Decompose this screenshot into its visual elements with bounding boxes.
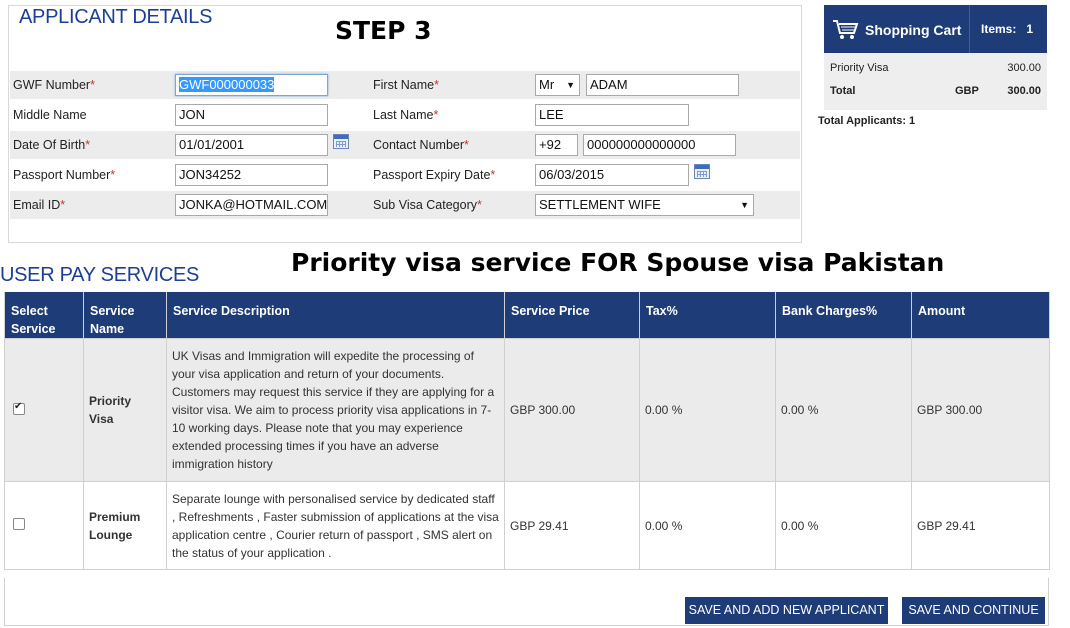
cart-icon — [832, 19, 860, 41]
service-description: UK Visas and Immigration will expedite the processing of your visa application and return of your documents. Customers may request this service if they are applying for a visitor visa. We aim to process priority visa applications in 7-10 working days. Please note that you may experience extended processing times if you have an adverse immigration history — [167, 339, 505, 482]
form-row-gwf — [10, 71, 800, 99]
gwf-number-input[interactable]: GWF000000033 — [175, 74, 328, 96]
services-table — [4, 292, 1050, 570]
table-header-row — [5, 292, 1050, 339]
service-name: Priority Visa — [84, 339, 167, 482]
services-footer — [4, 578, 1049, 626]
premium-lounge-checkbox[interactable] — [13, 518, 25, 530]
cart-divider — [969, 5, 970, 53]
dob-input[interactable]: 01/01/2001 — [175, 134, 328, 156]
priority-visa-checkbox[interactable] — [13, 403, 25, 415]
cart-total-label: Total — [830, 85, 856, 97]
calendar-icon[interactable] — [694, 164, 710, 179]
contact-number-label: Contact Number* — [373, 138, 469, 152]
last-name-input[interactable]: LEE — [535, 104, 689, 126]
col-service-description: Service Description — [167, 292, 505, 339]
col-service-name: Service Name — [84, 292, 167, 339]
dob-label: Date Of Birth* — [13, 138, 91, 152]
service-bank-charges: 0.00 % — [776, 482, 912, 570]
chevron-down-icon: ▼ — [566, 80, 575, 90]
service-name: Premium Lounge — [84, 482, 167, 570]
passport-expiry-label: Passport Expiry Date* — [373, 168, 496, 182]
select-cell — [5, 339, 84, 482]
cart-items-count: Items: 1 — [981, 22, 1034, 36]
applicant-details-title: APPLICANT DETAILS — [19, 6, 213, 28]
shopping-cart-panel — [824, 5, 1047, 110]
table-row — [5, 339, 1050, 482]
form-row-email — [10, 191, 800, 219]
form-row-passport — [10, 161, 800, 189]
middle-name-label: Middle Name — [13, 108, 87, 122]
form-row-dob — [10, 131, 800, 159]
cart-title: Shopping Cart — [865, 22, 962, 38]
save-and-add-new-applicant-button[interactable]: SAVE AND ADD NEW APPLICANT — [685, 597, 888, 624]
select-cell — [5, 482, 84, 570]
col-tax: Tax% — [640, 292, 776, 339]
last-name-label: Last Name* — [373, 108, 439, 122]
service-tax: 0.00 % — [640, 482, 776, 570]
service-price: GBP 29.41 — [505, 482, 640, 570]
col-service-price: Service Price — [505, 292, 640, 339]
service-amount: GBP 300.00 — [912, 339, 1050, 482]
form-row-middle-name — [10, 101, 800, 129]
cart-total-currency: GBP — [955, 85, 979, 97]
first-name-input[interactable]: ADAM — [586, 74, 739, 96]
service-amount: GBP 29.41 — [912, 482, 1050, 570]
table-row — [5, 482, 1050, 570]
email-label: Email ID* — [13, 198, 66, 212]
calendar-icon[interactable] — [333, 134, 349, 149]
passport-expiry-input[interactable]: 06/03/2015 — [535, 164, 689, 186]
passport-number-label: Passport Number* — [13, 168, 116, 182]
passport-number-input[interactable]: JON34252 — [175, 164, 328, 186]
contact-number-input[interactable]: 000000000000000 — [583, 134, 736, 156]
service-bank-charges: 0.00 % — [776, 339, 912, 482]
cart-header — [824, 5, 1047, 53]
user-pay-services-title: USER PAY SERVICES — [0, 264, 200, 286]
cart-item-name: Priority Visa — [830, 62, 889, 74]
gwf-label: GWF Number* — [13, 78, 95, 92]
email-input[interactable]: JONKA@HOTMAIL.COM — [175, 194, 328, 216]
total-applicants: Total Applicants: 1 — [818, 115, 916, 127]
cart-total-value: 300.00 — [1007, 85, 1041, 97]
save-and-continue-button[interactable]: SAVE AND CONTINUE — [902, 597, 1045, 624]
col-select-service: Select Service — [5, 292, 84, 339]
service-description: Separate lounge with personalised service by dedicated staff , Refreshments , Faster submission of applications at the visa application centre , Courier return of passport , SMS alert on the status of your application . — [167, 482, 505, 570]
title-select[interactable]: Mr ▼ — [535, 74, 580, 96]
cart-item-price: 300.00 — [1007, 62, 1041, 74]
chevron-down-icon: ▼ — [740, 200, 749, 210]
sub-visa-label: Sub Visa Category* — [373, 198, 482, 212]
col-bank-charges: Bank Charges% — [776, 292, 912, 339]
first-name-label: First Name* — [373, 78, 439, 92]
middle-name-input[interactable]: JON — [175, 104, 328, 126]
cart-body — [824, 53, 1047, 110]
priority-visa-caption: Priority visa service FOR Spouse visa Pakistan — [291, 248, 945, 277]
col-amount: Amount — [912, 292, 1050, 339]
country-code-input[interactable]: +92 — [535, 134, 578, 156]
service-price: GBP 300.00 — [505, 339, 640, 482]
sub-visa-select[interactable]: SETTLEMENT WIFE ▼ — [535, 194, 754, 216]
step-label: STEP 3 — [335, 16, 432, 45]
service-tax: 0.00 % — [640, 339, 776, 482]
